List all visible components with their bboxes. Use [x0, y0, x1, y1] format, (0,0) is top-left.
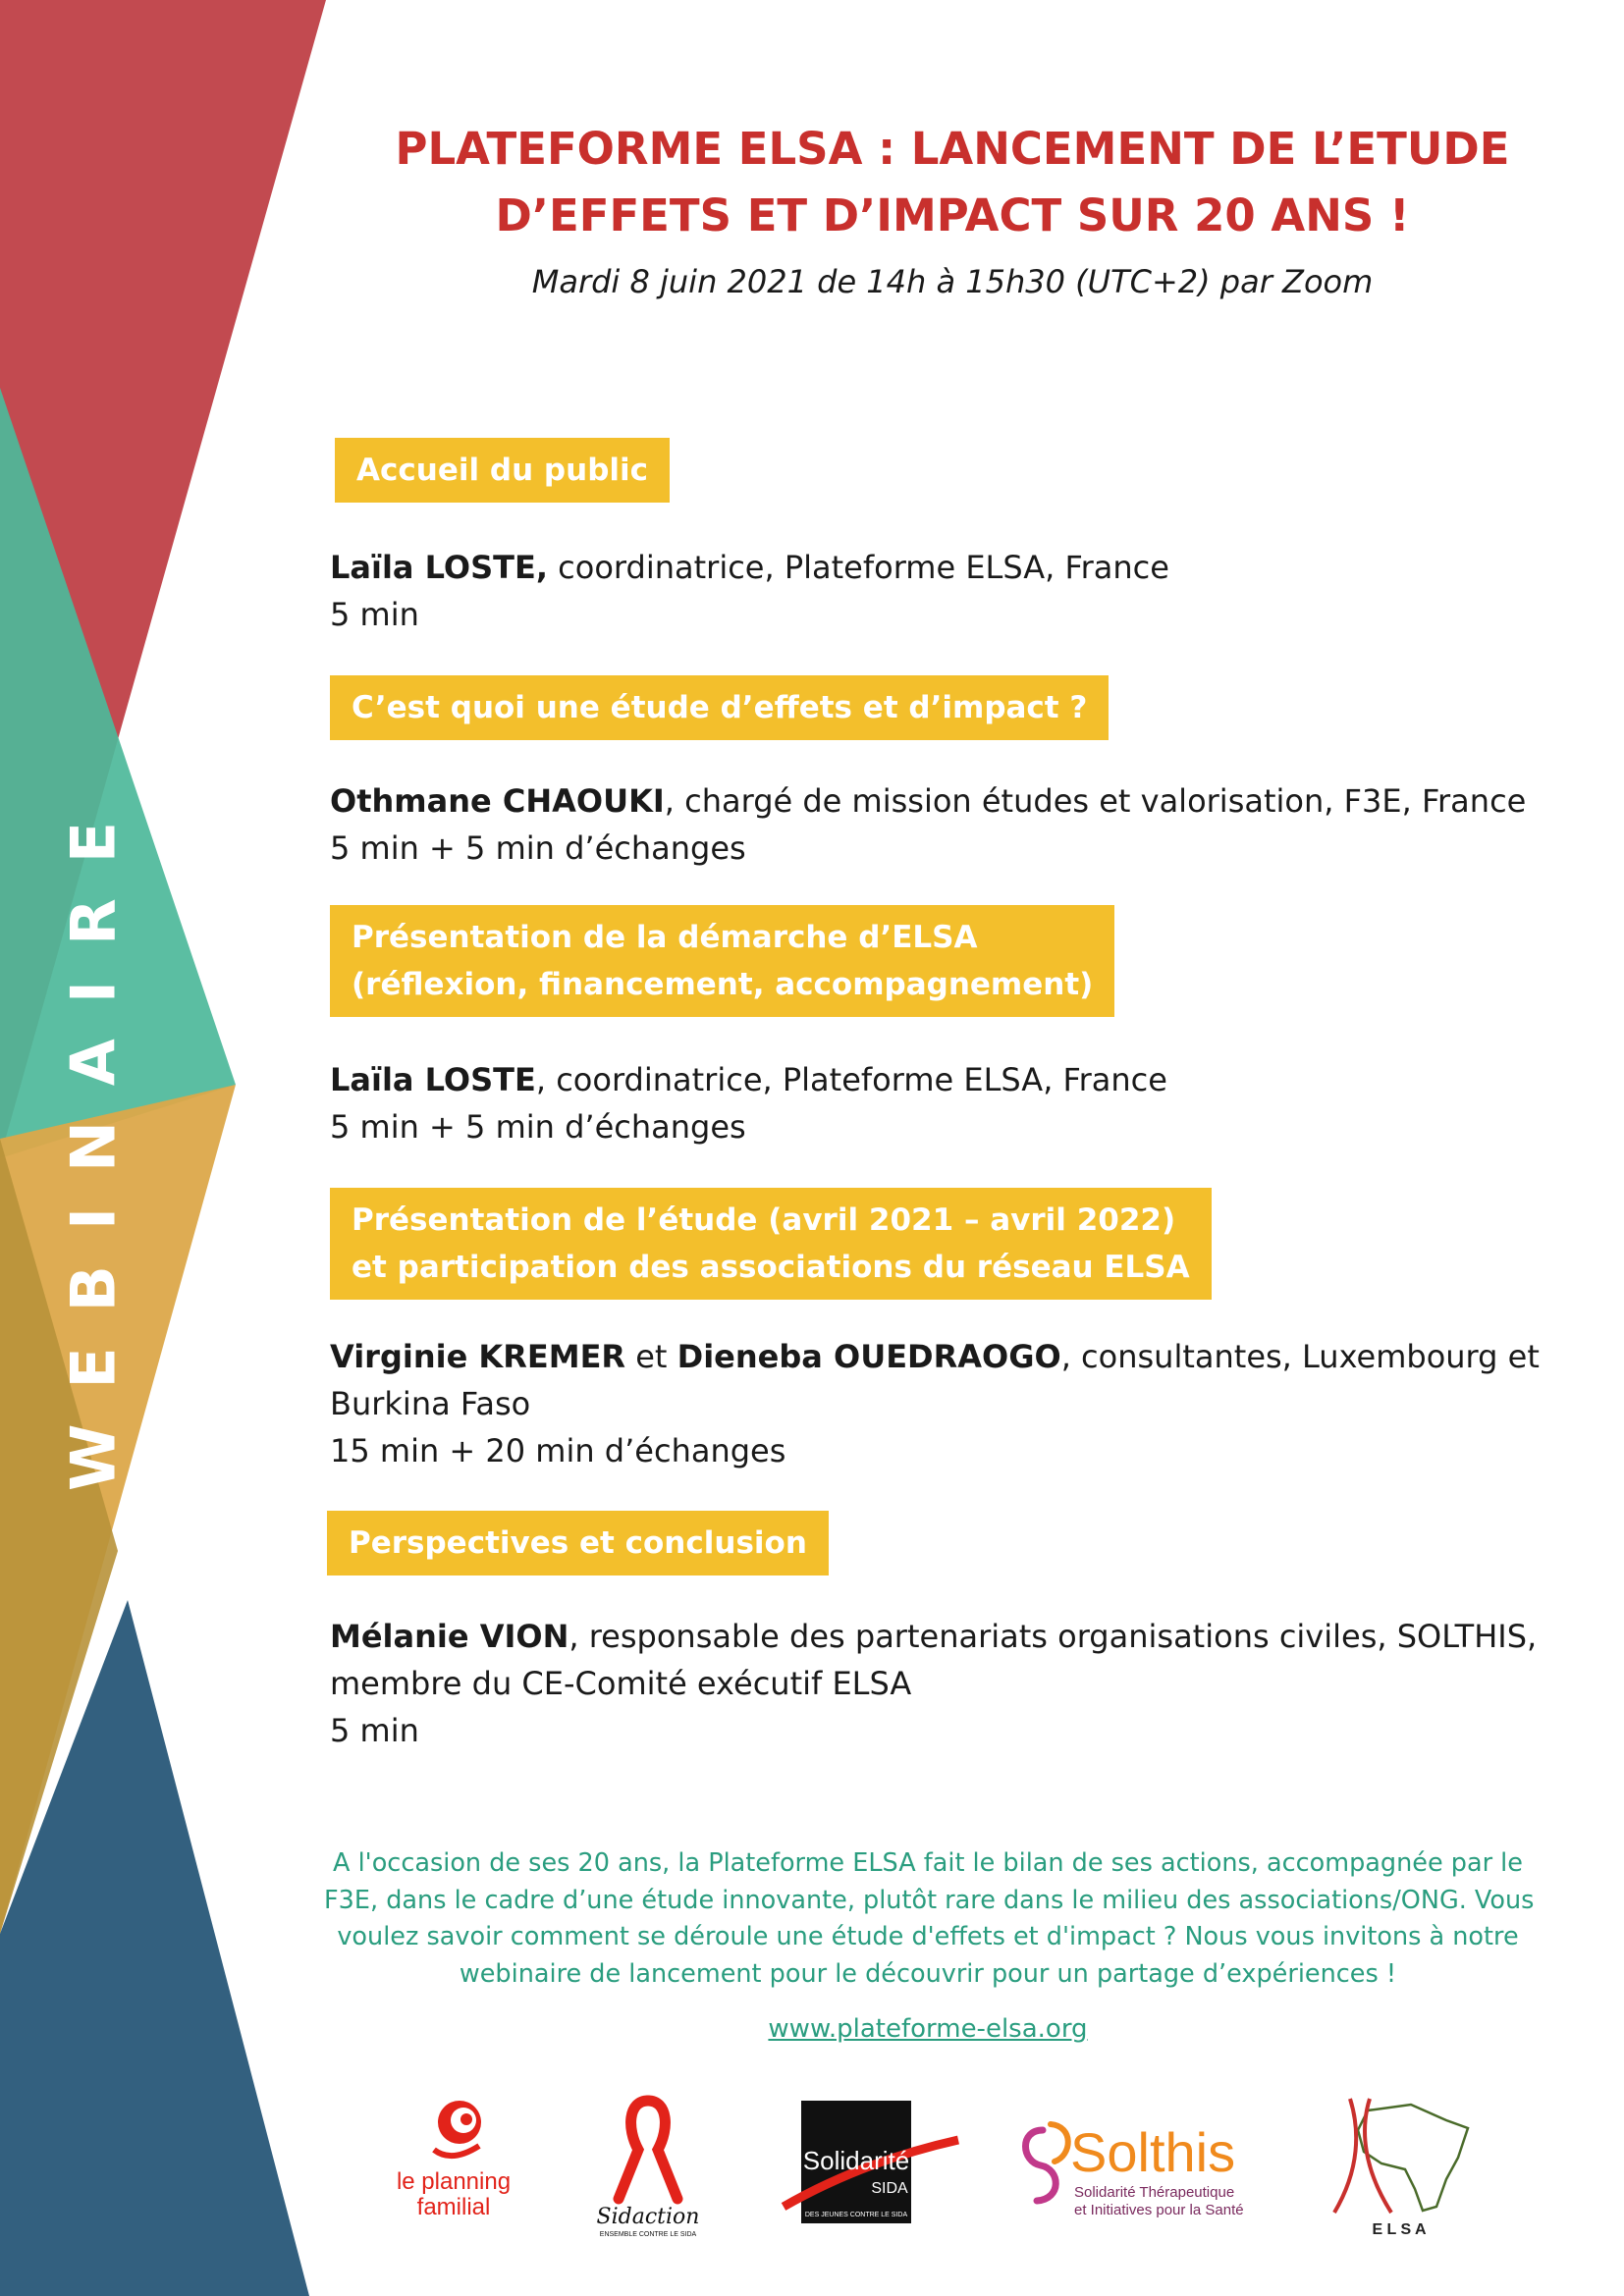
- duration: 5 min + 5 min d’échanges: [330, 829, 746, 867]
- title-line-2: D’EFFETS ET D’IMPACT SUR 20 ANS !: [495, 189, 1410, 241]
- speaker-name: Laïla LOSTE,: [330, 549, 548, 586]
- red-ribbon-icon: [1334, 2099, 1391, 2213]
- speaker-block-3: Laïla LOSTE, coordinatrice, Plateforme ELSA, France 5 min + 5 min d’échanges: [330, 1056, 1167, 1150]
- logo-solthis: [1011, 2091, 1267, 2238]
- solidarite-sub: SIDA: [871, 2180, 908, 2197]
- elsa-name: E L S A: [1372, 2221, 1427, 2238]
- speaker-name: Virginie KREMER: [330, 1338, 626, 1375]
- website-link[interactable]: www.plateforme-elsa.org: [768, 2014, 1088, 2044]
- solidarite-tagline: DES JEUNES CONTRE LE SIDA: [804, 2212, 908, 2218]
- swirl-icon: [434, 2101, 481, 2156]
- section-heading-accueil: Accueil du public: [335, 438, 670, 503]
- logo-solidarite-sida: [774, 2091, 960, 2238]
- planning-line2: familial: [416, 2194, 491, 2220]
- intro-paragraph: A l'occasion de ses 20 ans, la Plateforme ELSA fait le bilan de ses actions, accompagnée par le F3E, dans le cadre d’une étude innovante, plutôt rare dans le milieu des associations/ONG. Vous voulez savoir comment se déroule une étude d'effets et d'impact ? Nous vous invitons à notre webinaire de lancement pour le découvrir pour un partage d’expériences !: [324, 1848, 1535, 1989]
- logo-elsa: [1321, 2091, 1478, 2238]
- logo-sidaction: [579, 2091, 717, 2238]
- duration: 15 min + 20 min d’échanges: [330, 1432, 786, 1469]
- page-title: [373, 116, 1532, 249]
- duration: 5 min: [330, 1712, 419, 1749]
- speaker-name: Mélanie VION: [330, 1618, 569, 1655]
- sidaction-tagline: ENSEMBLE CONTRE LE SIDA: [599, 2231, 697, 2238]
- duration: 5 min: [330, 596, 419, 633]
- planning-line1: le planning: [396, 2168, 512, 2195]
- speaker-block-4: Virginie KREMER et Dieneba OUEDRAOGO, consultantes, Luxembourg et Burkina Faso 15 min + 20 min d’échanges: [330, 1333, 1540, 1474]
- section-heading-presentation: Présentation de l’étude (avril 2021 – avril 2022) et participation des associations du réseau ELSA: [330, 1188, 1212, 1300]
- event-date: Mardi 8 juin 2021 de 14h à 15h30 (UTC+2) par Zoom: [531, 263, 1374, 300]
- solthis-name: Solthis: [1070, 2121, 1236, 2183]
- speaker-block-5: Mélanie VION, responsable des partenariats organisations civiles, SOLTHIS, membre du CE-Comité exécutif ELSA 5 min: [330, 1613, 1537, 1754]
- africa-map-icon: [1358, 2105, 1468, 2211]
- speaker-block-1: Laïla LOSTE, coordinatrice, Plateforme ELSA, France 5 min: [330, 544, 1169, 638]
- section-heading-etude: C’est quoi une étude d’effets et d’impact ?: [330, 675, 1109, 740]
- solthis-line2: et Initiatives pour la Santé: [1074, 2202, 1244, 2218]
- speaker-name: Othmane CHAOUKI: [330, 782, 665, 820]
- red-ribbon-icon: [619, 2101, 677, 2199]
- speaker-name: Laïla LOSTE: [330, 1061, 536, 1098]
- title-line-1: PLATEFORME ELSA : LANCEMENT DE L’ETUDE: [395, 123, 1510, 175]
- solthis-s-icon: [1026, 2130, 1056, 2201]
- solidarite-name: Solidarité: [802, 2146, 910, 2175]
- decorative-triangles: [0, 0, 334, 2296]
- speaker-block-2: Othmane CHAOUKI, chargé de mission études et valorisation, F3E, France 5 min + 5 min d’échanges: [330, 777, 1526, 872]
- solthis-line1: Solidarité Thérapeutique: [1074, 2184, 1235, 2201]
- section-heading-demarche: Présentation de la démarche d’ELSA (réflexion, financement, accompagnement): [330, 905, 1114, 1017]
- duration: 5 min + 5 min d’échanges: [330, 1108, 746, 1146]
- speaker-name-2: Dieneba OUEDRAOGO: [677, 1338, 1061, 1375]
- webinaire-vertical-label: WEBINAIRE: [57, 785, 130, 1492]
- logo-planning-familial: [375, 2091, 532, 2238]
- section-heading-perspectives: Perspectives et conclusion: [327, 1511, 829, 1575]
- sidaction-name: Sidaction: [596, 2205, 700, 2229]
